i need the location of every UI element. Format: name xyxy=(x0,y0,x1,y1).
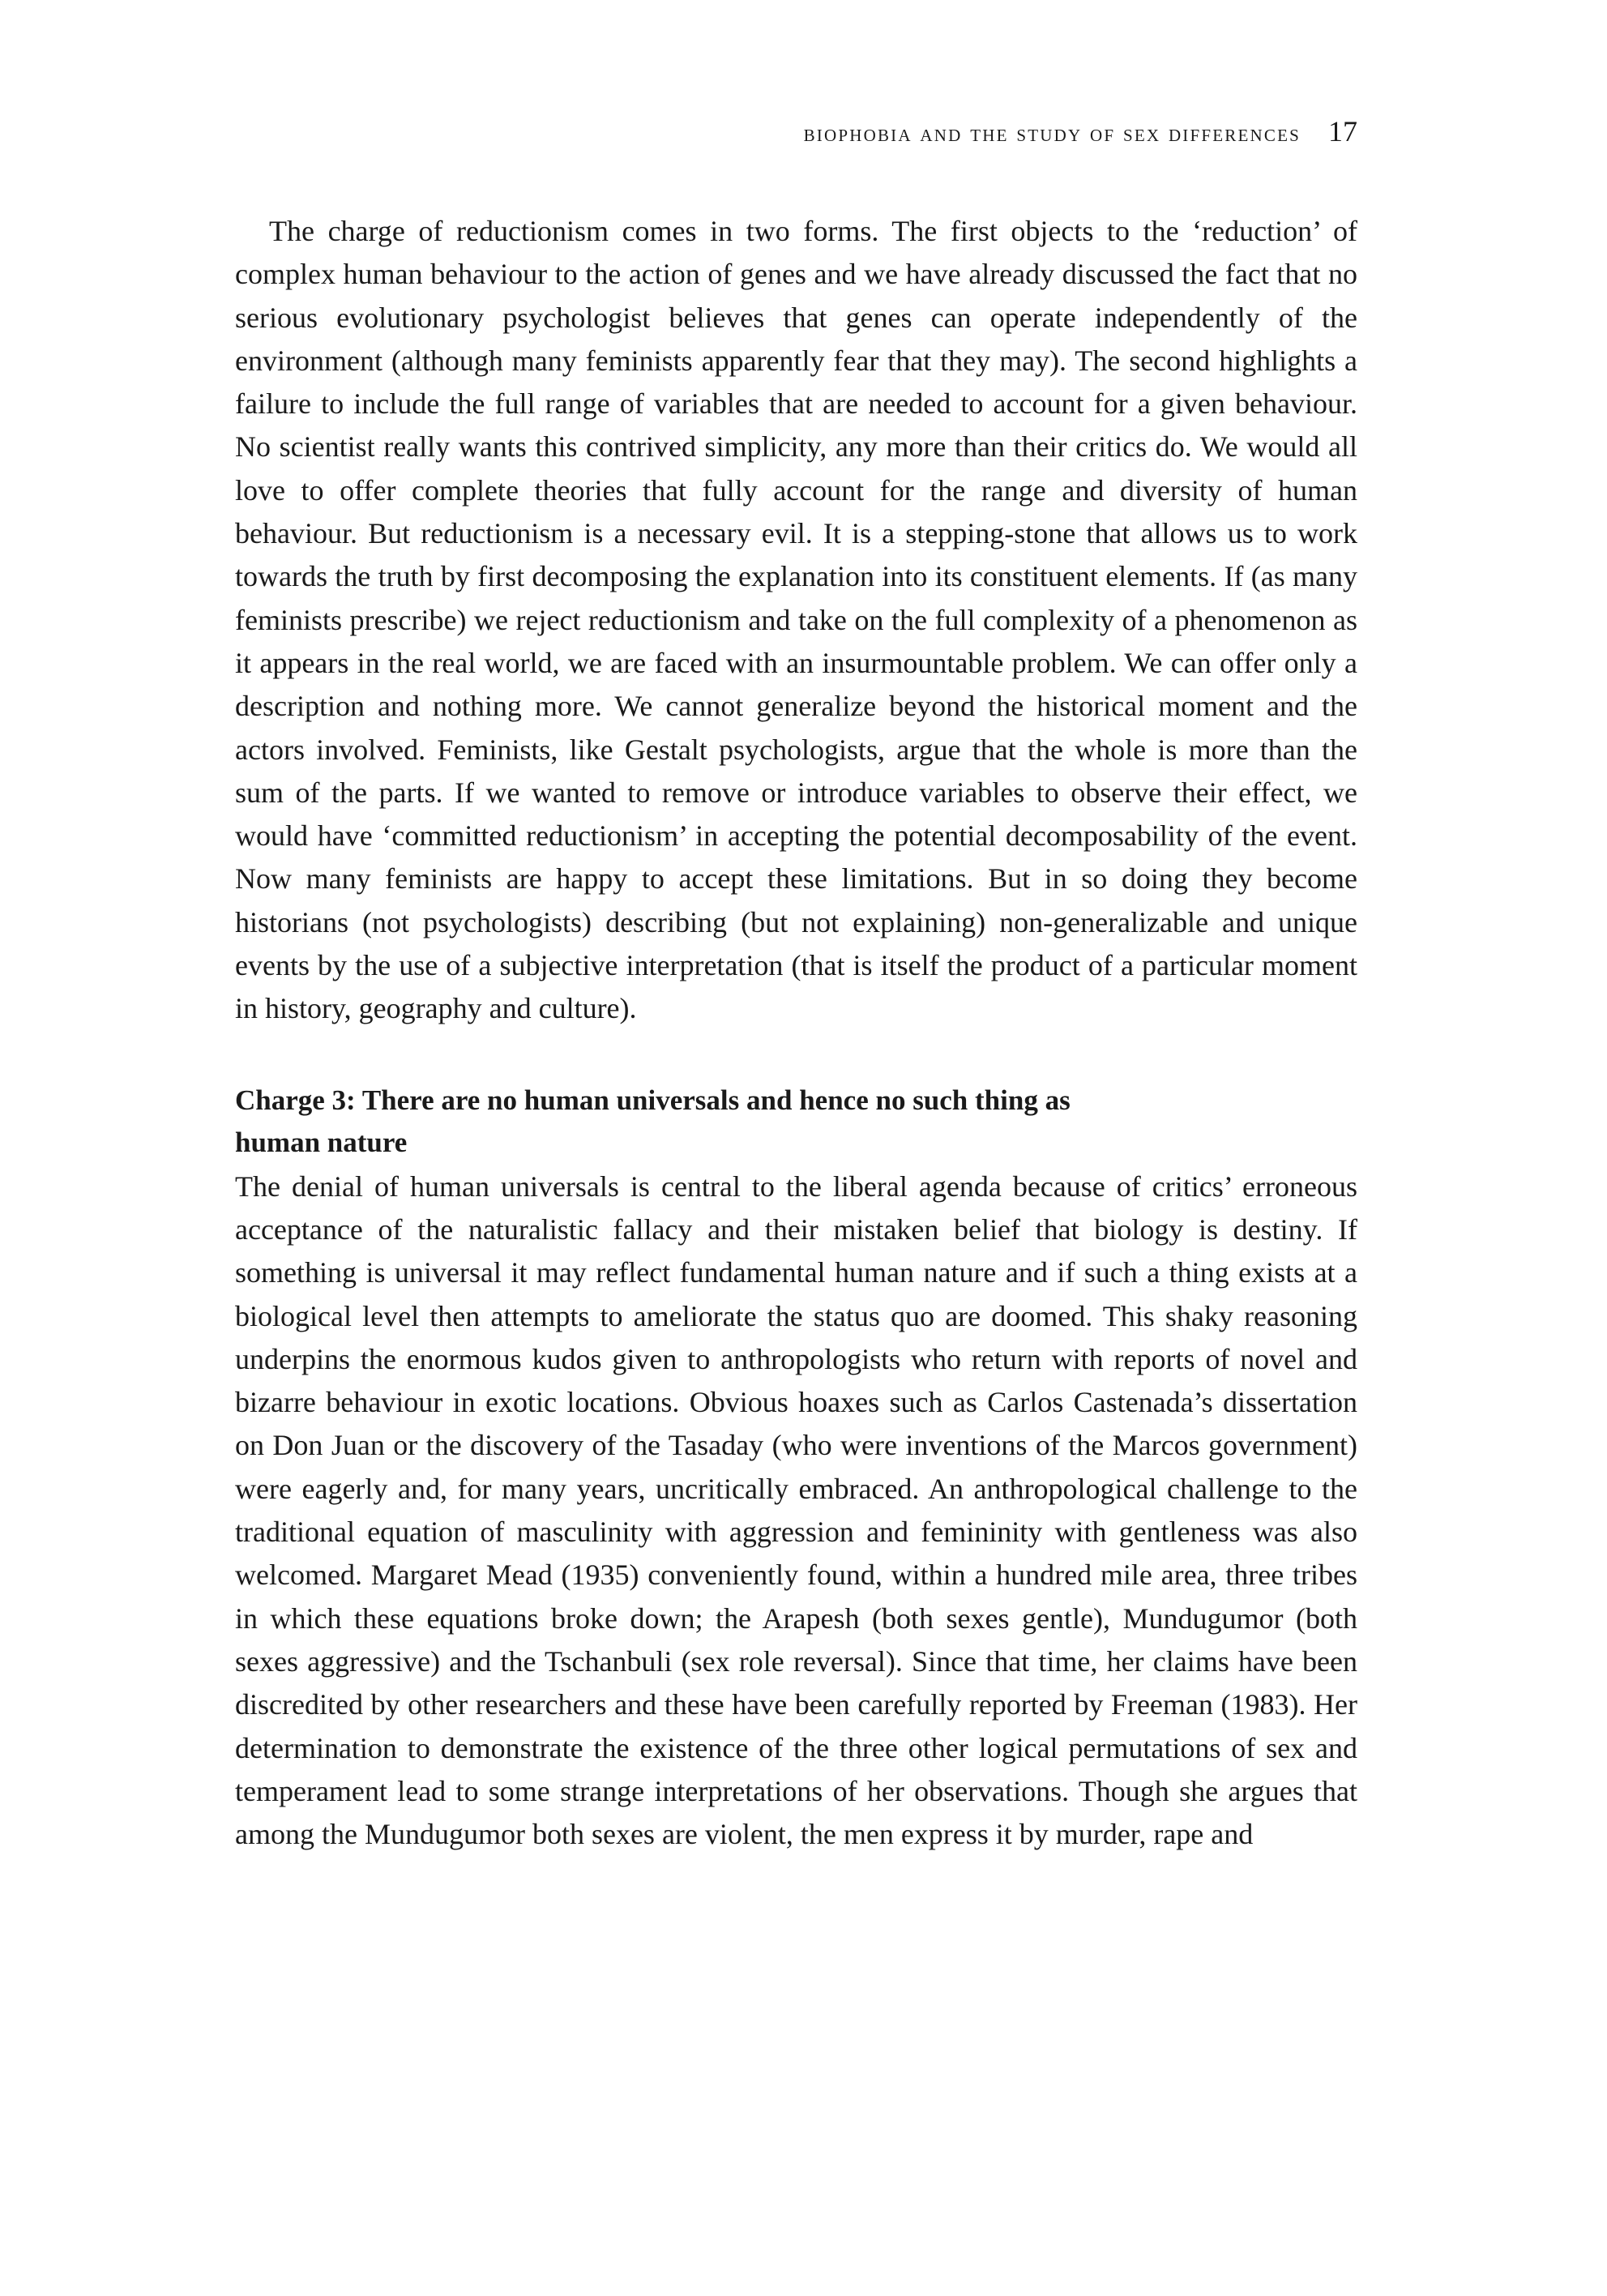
body-text xyxy=(235,210,1357,1856)
paragraph-reductionism: The charge of reductionism comes in two forms. The first objects to the ‘reduction’ of complex human behaviour to the action of genes and we have already discussed the fact that no serious evolutionary psychologist believes that genes can operate independently of the environment (although many feminists apparently fear that they may). The second highlights a failure to include the full range of variables that are needed to account for a given behaviour. No scientist really wants this contrived simplicity, any more than their critics do. We would all love to offer complete theories that fully account for the range and diversity of human behaviour. But reductionism is a necessary evil. It is a stepping-stone that allows us to work towards the truth by first decomposing the explanation into its constituent elements. If (as many feminists prescribe) we reject reductionism and take on the full complexity of a phenomenon as it appears in the real world, we are faced with an insurmountable problem. We can offer only a description and nothing more. We cannot generalize beyond the historical moment and the actors involved. Feminists, like Gestalt psychologists, argue that the whole is more than the sum of the parts. If we wanted to remove or introduce variables to observe their effect, we would have ‘committed reductionism’ in accepting the potential decomposability of the event. Now many feminists are happy to accept these limitations. But in so doing they become historians (not psychologists) describing (but not explaining) non-generalizable and unique events by the use of a subjective interpretation (that is itself the product of a particular moment in history, geography and culture). xyxy=(235,215,1357,1025)
section-heading-line-2: human nature xyxy=(235,1126,408,1158)
page-number: 17 xyxy=(1328,115,1357,148)
running-head xyxy=(235,115,1357,150)
running-title: biophobia and the study of sex differences xyxy=(803,120,1301,147)
paragraph-human-universals: The denial of human universals is central to the liberal agenda because of critics’ erroneous acceptance of the naturalistic fallacy and their mistaken belief that biology is destiny. If something is universal it may reflect fundamental human nature and if such a thing exists at a biological level then attempts to ameliorate the status quo are doomed. This shaky reasoning underpins the enormous kudos given to anthropologists who return with reports of novel and bizarre behaviour in exotic locations. Obvious hoaxes such as Carlos Castenada’s dissertation on Don Juan or the discovery of the Tasaday (who were inventions of the Marcos government) were eagerly and, for many years, uncritically embraced. An anthropological challenge to the traditional equation of masculinity with aggression and femininity with gentleness was also welcomed. Margaret Mead (1935) conveniently found, within a hundred mile area, three tribes in which these equations broke down; the Arapesh (both sexes gentle), Mundugumor (both sexes aggressive) and the Tschanbuli (sex role reversal). Since that time, her claims have been discredited by other researchers and these have been carefully reported by Freeman (1983). Her determination to demonstrate the existence of the three other logical permutations of sex and temperament lead to some strange interpretations of her observations. Though she argues that among the Mundugumor both sexes are violent, the men express it by murder, rape and xyxy=(235,1169,1357,1851)
section-heading xyxy=(235,1080,1357,1164)
section-heading-line-1: Charge 3: There are no human universals and hence no such thing as xyxy=(235,1084,1071,1116)
